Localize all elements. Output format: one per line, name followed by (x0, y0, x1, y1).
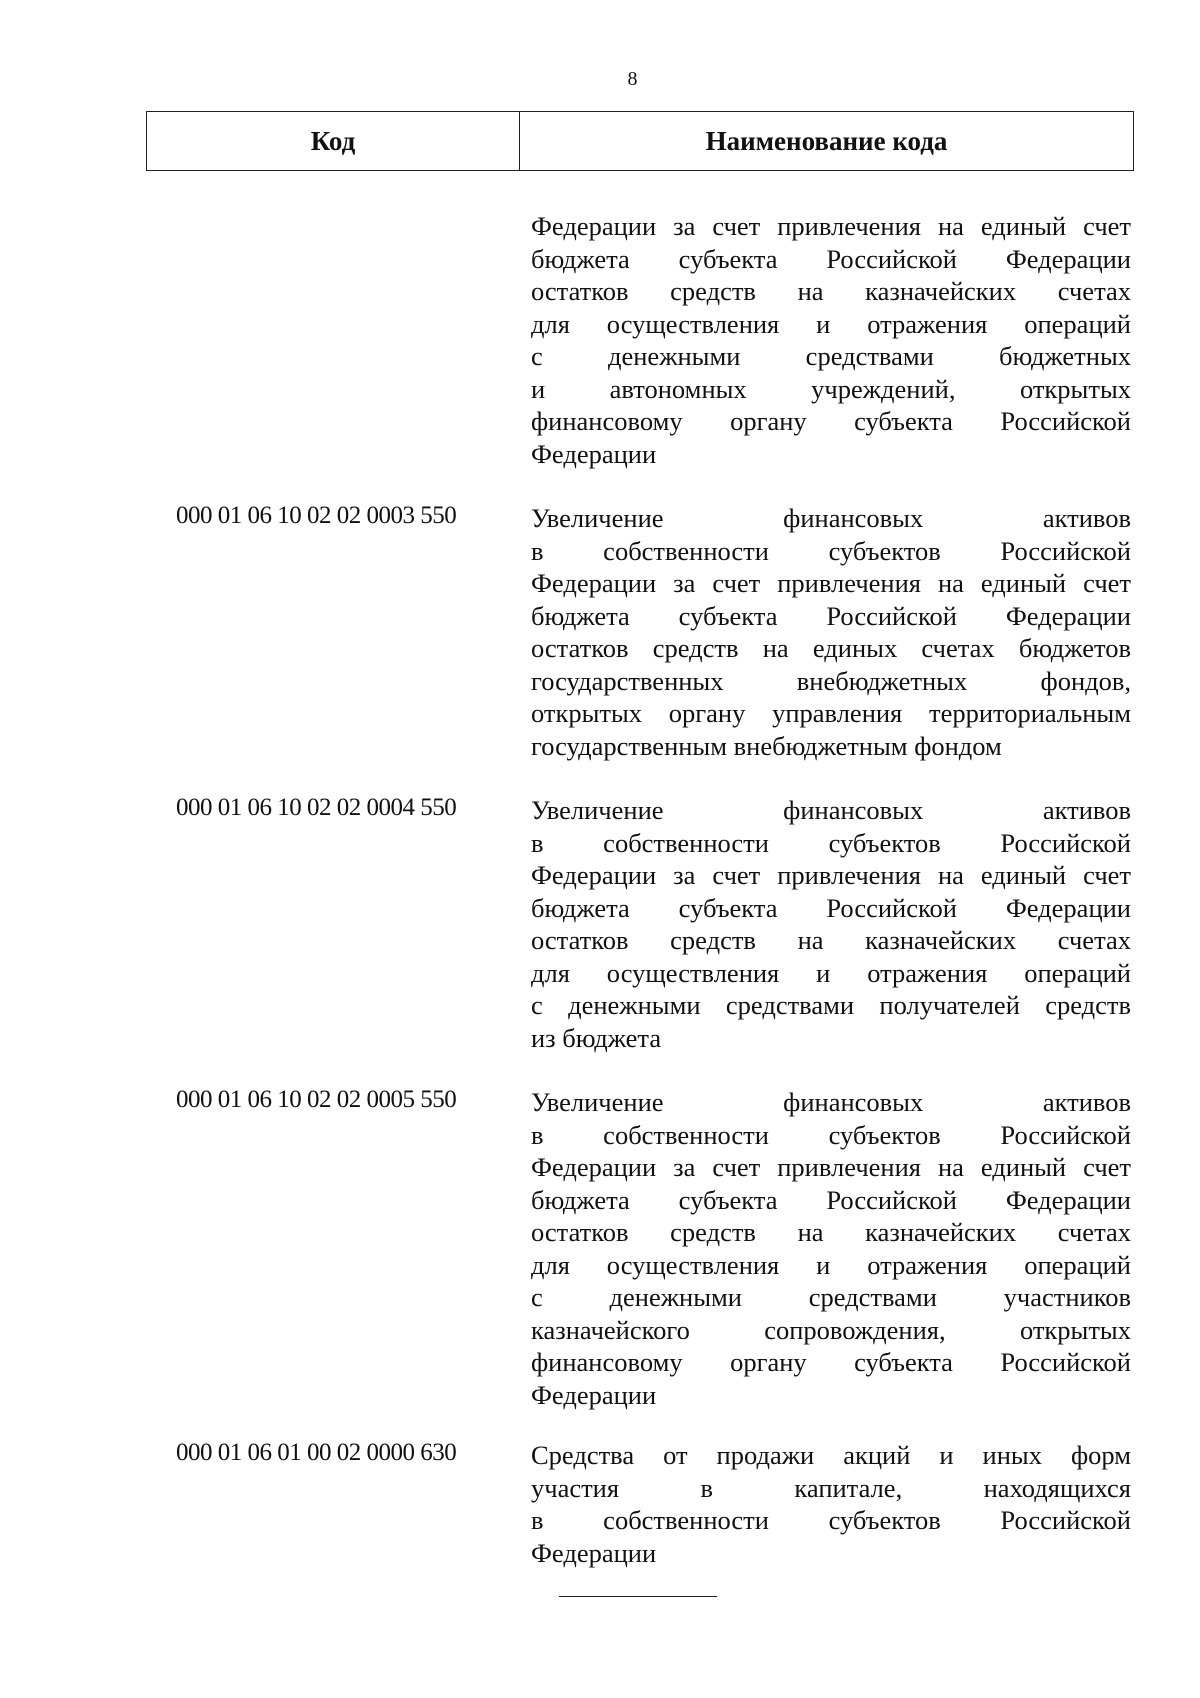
row-code: 000 01 06 10 02 02 0003 550 (176, 502, 457, 529)
row-name-line: Увеличение финансовых активов (531, 1087, 1131, 1117)
header-name-label: Наименование кода (705, 125, 948, 156)
row-name-line: с денежными средствами получателей средств (531, 990, 1131, 1020)
row-name (531, 1086, 1131, 1411)
row-name-line: в собственности субъектов Российской (531, 1119, 1131, 1150)
row-name-line: Федерации за счет привлечения на единый счет (531, 568, 1131, 598)
row-name-line: финансовому органу субъекта Российской (531, 1347, 1131, 1377)
row-name-line: с денежными средствами участников (531, 1282, 1131, 1312)
row-name-line: остатков средств на казначейских счетах (531, 925, 1131, 955)
row-name-line: для осуществления и отражения операций (531, 308, 1131, 339)
row-name-line: для осуществления и отражения операций (531, 1249, 1131, 1280)
row-name-line: Федерации за счет привлечения на единый счет (531, 1152, 1131, 1182)
row-name-line: и автономных учреждений, открытых (531, 373, 1131, 404)
row-code: 000 01 06 10 02 02 0004 550 (176, 794, 457, 821)
row-name-line: бюджета субъекта Российской Федерации (531, 600, 1131, 631)
page-number: 8 (627, 68, 638, 90)
row-name-line: Увеличение финансовых активов (531, 503, 1131, 533)
row-name-line: для осуществления и отражения операций (531, 957, 1131, 988)
row-name (531, 794, 1131, 1054)
row-name-line: бюджета субъекта Российской Федерации (531, 243, 1131, 274)
row-code: 000 01 06 01 00 02 0000 630 (176, 1439, 457, 1466)
row-name-line: участия в капитале, находящихся (531, 1472, 1131, 1503)
row-name-line: Федерации за счет привлечения на единый счет (531, 860, 1131, 890)
row-name-line: казначейского сопровождения, открытых (531, 1314, 1131, 1345)
row-name (531, 1439, 1131, 1569)
row-name-line: из бюджета (531, 1022, 662, 1053)
row-name-line: государственным внебюджетным фондом (531, 730, 1002, 761)
row-name-line: остатков средств на единых счетах бюджетов (531, 633, 1131, 663)
row-name-line: Федерации за счет привлечения на единый счет (531, 211, 1131, 241)
row-name (531, 210, 1131, 470)
row-name-line: Средства от продажи акций и иных форм (531, 1440, 1131, 1470)
row-name-line: Увеличение финансовых активов (531, 795, 1131, 825)
table-header (146, 111, 1134, 171)
row-name-line: бюджета субъекта Российской Федерации (531, 1184, 1131, 1215)
end-of-table-rule (559, 1596, 717, 1597)
row-name-line: в собственности субъектов Российской (531, 827, 1131, 858)
row-name-line: финансовому органу субъекта Российской (531, 406, 1131, 436)
row-name-line: бюджета субъекта Российской Федерации (531, 892, 1131, 923)
row-name-line: в собственности субъектов Российской (531, 1505, 1131, 1535)
row-code: 000 01 06 10 02 02 0005 550 (176, 1086, 457, 1113)
row-name-line: Федерации (531, 438, 657, 469)
row-name-line: Федерации (531, 1379, 657, 1410)
row-name (531, 502, 1131, 762)
row-name-line: в собственности субъектов Российской (531, 535, 1131, 566)
row-name-line: остатков средств на казначейских счетах (531, 276, 1131, 306)
row-name-line: открытых органу управления территориальным (531, 698, 1131, 728)
row-name-line: государственных внебюджетных фондов, (531, 665, 1131, 696)
header-code-label: Код (147, 112, 520, 170)
row-name-line: остатков средств на казначейских счетах (531, 1217, 1131, 1247)
row-name-line: с денежными средствами бюджетных (531, 341, 1131, 371)
row-name-line: Федерации (531, 1537, 657, 1568)
